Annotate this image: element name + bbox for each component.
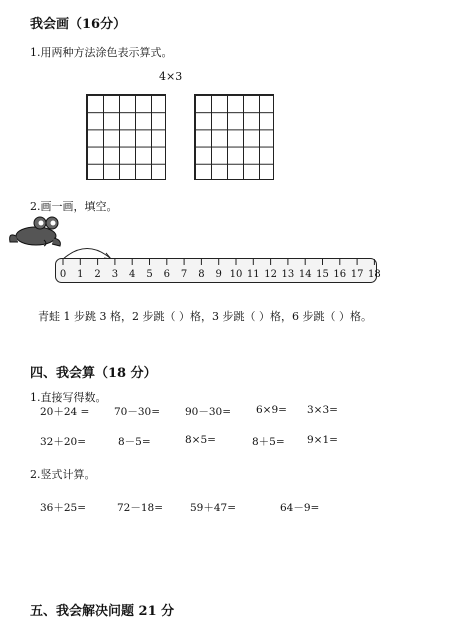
question-1-text: 1.用两种方法涂色表示算式。 (30, 46, 173, 59)
ruler-tick-label: 14 (298, 269, 312, 280)
calc-item: 32＋20= (40, 436, 87, 448)
calc-item: 3×3= (307, 404, 338, 416)
ruler-tick-label: 3 (111, 269, 119, 280)
calc-item: 90－30= (185, 406, 232, 418)
calc-item: 20＋24 = (40, 406, 90, 418)
calc-item: 8×5= (185, 434, 216, 446)
ruler-tick-label: 5 (146, 269, 153, 280)
calc-item: 70－30= (114, 406, 161, 418)
frog-icon (4, 214, 66, 250)
calc-item: 8－5= (118, 436, 151, 448)
calc-item: 36＋25= (40, 502, 87, 514)
ruler-tick-label: 9 (215, 269, 222, 280)
number-ruler (55, 258, 381, 284)
question-2-text: 2.画一画，填空。 (30, 200, 118, 213)
ruler-tick-label: 1 (77, 269, 84, 280)
expression-label: 4×3 (159, 70, 183, 83)
calc-item: 59＋47= (190, 502, 237, 514)
ruler-tick-label: 15 (316, 269, 329, 280)
ruler-tick-label: 0 (59, 269, 67, 280)
ruler-tick-label: 17 (350, 269, 364, 280)
section-title-calc: 四、我会算（18 分） (30, 366, 157, 381)
vertical-calc-heading: 2.竖式计算。 (30, 468, 96, 481)
direct-answer-heading: 1.直接写得数。 (30, 391, 107, 404)
frog-question-sentence: 青蛙 1 步跳 3 格，2 步跳（ ）格，3 步跳（ ）格，6 步跳（ ）格。 (38, 310, 372, 323)
ruler-tick-label: 10 (229, 269, 243, 280)
ruler-tick-label: 16 (333, 269, 347, 280)
grid-left[interactable] (86, 94, 166, 180)
ruler-tick-label: 2 (94, 269, 101, 280)
ruler-tick-label: 7 (180, 269, 188, 280)
calc-item: 72－18= (117, 502, 164, 514)
calc-item: 8＋5= (252, 436, 285, 448)
ruler-tick-label: 4 (129, 269, 136, 280)
calc-item: 6×9= (256, 404, 287, 416)
grid-right[interactable] (194, 94, 274, 180)
ruler-tick-label: 8 (198, 269, 205, 280)
calc-item: 64－9= (280, 502, 320, 514)
ruler-tick-label: 12 (264, 269, 277, 280)
ruler-tick-label: 6 (163, 269, 170, 280)
ruler-tick-label: 13 (281, 269, 295, 280)
section-title-draw: 我会画（16分） (30, 17, 127, 32)
section-title-problems: 五、我会解决问题 21 分 (30, 604, 175, 619)
calc-item: 9×1= (307, 434, 338, 446)
ruler-tick-label: 18 (368, 269, 381, 280)
ruler-tick-label: 11 (246, 269, 260, 280)
